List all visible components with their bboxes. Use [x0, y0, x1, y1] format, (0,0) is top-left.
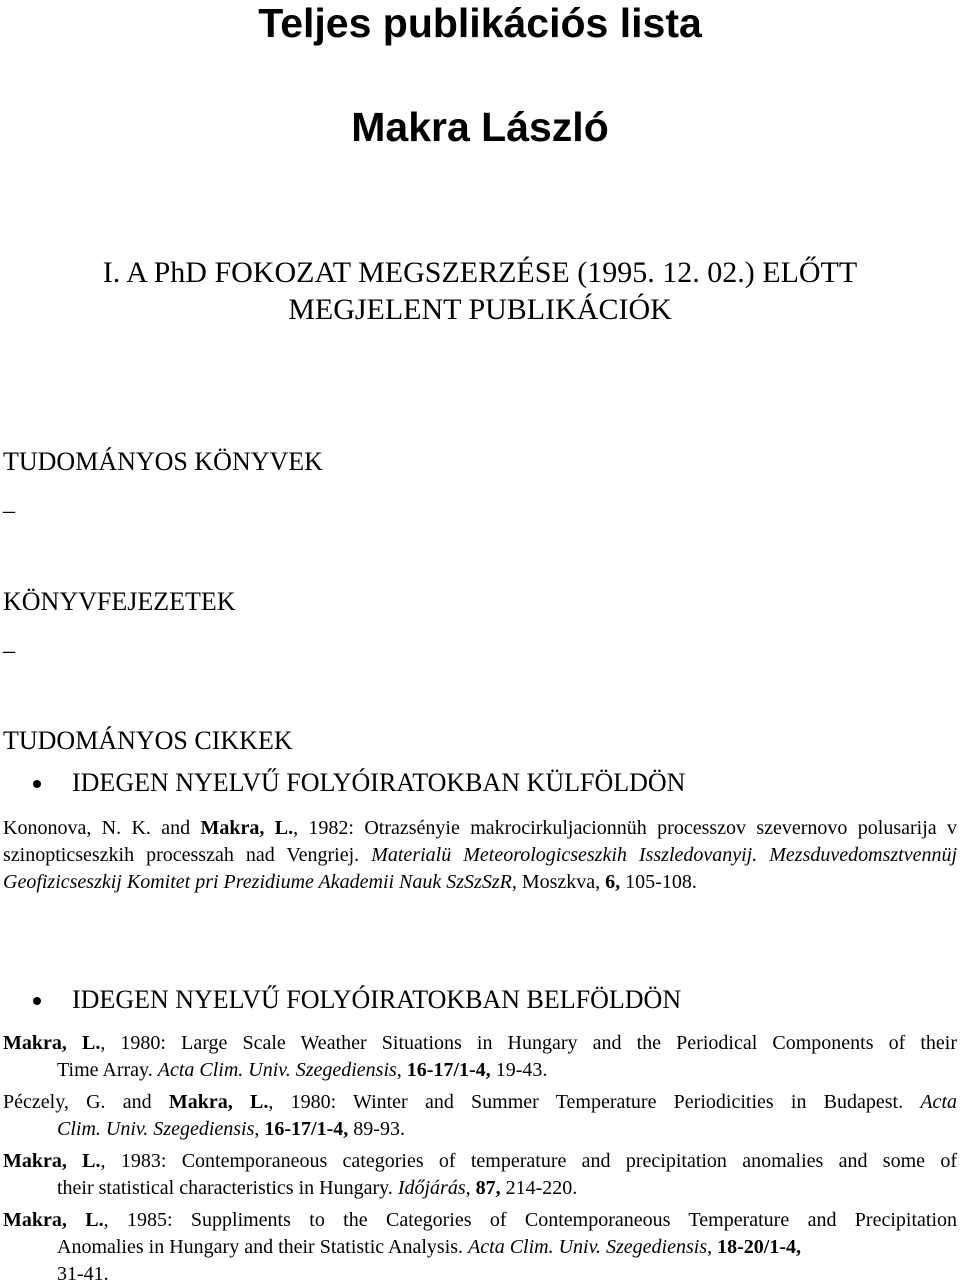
journal-name-part2: Clim. Univ. Szegediensis [57, 1118, 255, 1140]
author-highlight: Makra, L. [3, 1032, 101, 1054]
journal-name: Időjárás [397, 1177, 466, 1199]
publication-entry-makra-1983: Makra, L., 1983: Contemporaneous categories of temperature and precipitation anomalies and some of their statistical characteristics in Hungary. Időjárás, 87, 214-220. [3, 1150, 957, 1199]
bullet-icon [33, 780, 41, 788]
author-name: Makra László [351, 104, 609, 150]
phd-heading-line2: MEGJELENT PUBLIKÁCIÓK [288, 293, 672, 326]
volume: 18-20/1-4, [717, 1236, 801, 1258]
section-books-empty-dash: _ [3, 490, 15, 516]
volume: 6, [605, 871, 621, 893]
pages: 31-41. [57, 1263, 109, 1285]
author-highlight: Makra, L. [3, 1209, 104, 1231]
phd-heading [0, 254, 960, 328]
subsection-foreign-home-label: IDEGEN NYELVŰ FOLYÓIRATOKBAN BELFÖLDÖN [72, 985, 682, 1014]
section-book-chapters: KÖNYVFEJEZETEK [3, 587, 236, 616]
volume: 16-17/1-4, [406, 1059, 491, 1081]
document-title: Teljes publikációs lista [258, 0, 702, 46]
journal-name-part1: Acta [920, 1091, 957, 1113]
section-scientific-articles: TUDOMÁNYOS CIKKEK [3, 726, 293, 755]
author-highlight: Makra, L. [3, 1150, 101, 1172]
publication-entry-kononova-1982: Kononova, N. K. and Makra, L., 1982: Otrazsényie makrocirkuljacionnüh processzov szevernovo polusarija v szinopticseszkih processzah nad Vengriej. Materialü Meteorologicseszkih Isszledovanyij. Mezsduvedomsztvennüj Geofizicseszkij Komitet pri Prezidiume Akademii Nauk SzSzSzR, Moszkva, 6, 105-108. [3, 817, 958, 893]
bullet-icon [33, 997, 41, 1005]
subsection-foreign-abroad-label: IDEGEN NYELVŰ FOLYÓIRATOKBAN KÜLFÖLDÖN [72, 768, 686, 797]
volume: 87, [475, 1177, 501, 1199]
publication-entry-makra-1985: Makra, L., 1985: Suppliments to the Categories of Contemporaneous Temperature and Precipitation Anomalies in Hungary and their Statistic Analysis. Acta Clim. Univ. Szegediensis, 18-20/1-4, 31-41. [3, 1209, 958, 1285]
journal-name: Acta Clim. Univ. Szegediensis [157, 1059, 397, 1081]
publication-entry-makra-1980: Makra, L., 1980: Large Scale Weather Situations in Hungary and the Periodical Components of their Time Array. Acta Clim. Univ. Szegediensis, 16-17/1-4, 19-43. [3, 1032, 957, 1081]
publication-entry-peczely-1980: Péczely, G. and Makra, L., 1980: Winter and Summer Temperature Periodicities in Budapest. Acta Clim. Univ. Szegediensis, 16-17/1-4, 89-93. [3, 1091, 957, 1140]
section-chapters-empty-dash: _ [3, 630, 15, 656]
author-highlight: Makra, L. [168, 1091, 269, 1113]
author-highlight: Makra, L. [200, 817, 294, 839]
section-scientific-books: TUDOMÁNYOS KÖNYVEK [3, 447, 323, 476]
journal-name: Materialü Meteorologicseszkih Isszledovanyij. Mezsduvedomsztvennüj Geofizicseszkij Komitet pri Prezidiume Akademii Nauk SzSzSzR [3, 844, 958, 893]
volume: 16-17/1-4, [264, 1118, 349, 1140]
phd-heading-line1: I. A PhD FOKOZAT MEGSZERZÉSE (1995. 12. 02.) ELŐTT [102, 256, 858, 289]
journal-name: Acta Clim. Univ. Szegediensis [468, 1236, 708, 1258]
